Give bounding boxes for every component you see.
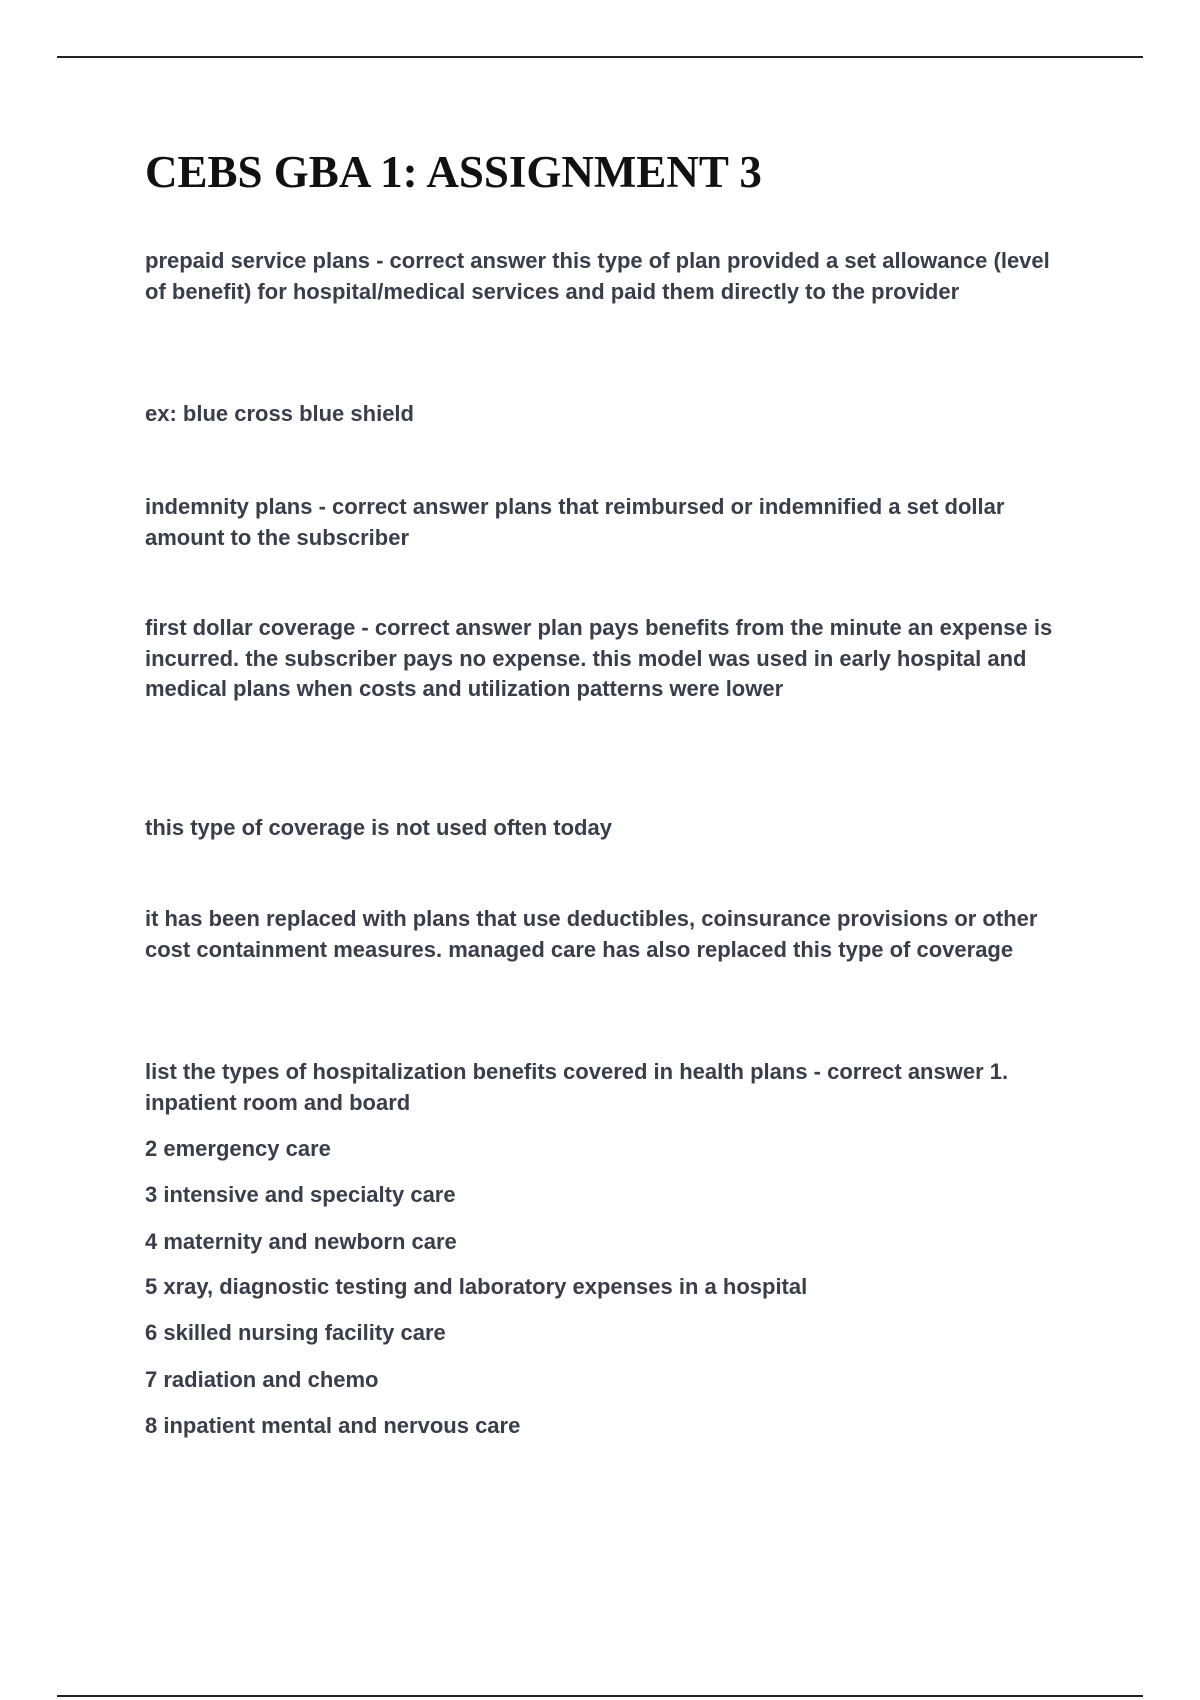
list-item: 5 xray, diagnostic testing and laboratory expenses in a hospital xyxy=(145,1274,808,1299)
paragraph-prepaid-service-plans: prepaid service plans - correct answer this type of plan provided a set allowance (level of benefit) for hospital/medical services and paid them directly to the provider xyxy=(145,248,1050,304)
paragraph-coverage-usage: this type of coverage is not used often today xyxy=(145,815,612,840)
list-item: 3 intensive and specialty care xyxy=(145,1182,456,1207)
paragraph-example: ex: blue cross blue shield xyxy=(145,401,414,426)
list-item: 6 skilled nursing facility care xyxy=(145,1320,446,1345)
list-item: 8 inpatient mental and nervous care xyxy=(145,1413,521,1438)
list-item: 7 radiation and chemo xyxy=(145,1367,379,1392)
top-rule xyxy=(57,56,1143,58)
document-title: CEBS GBA 1: ASSIGNMENT 3 xyxy=(145,147,762,197)
paragraph-hospitalization-benefits: list the types of hospitalization benefits covered in health plans - correct answer 1. inpatient room and board xyxy=(145,1059,1009,1115)
paragraph-first-dollar-coverage: first dollar coverage - correct answer plan pays benefits from the minute an expense is incurred. the subscriber pays no expense. this model was used in early hospital and medical plans when costs and utilization patterns were lower xyxy=(145,615,1053,701)
list-item: 2 emergency care xyxy=(145,1136,331,1161)
paragraph-indemnity-plans: indemnity plans - correct answer plans that reimbursed or indemnified a set dollar amount to the subscriber xyxy=(145,494,1005,550)
paragraph-replacement: it has been replaced with plans that use deductibles, coinsurance provisions or other cost containment measures. managed care has also replaced this type of coverage xyxy=(145,906,1038,962)
bottom-rule xyxy=(57,1695,1143,1697)
list-item: 4 maternity and newborn care xyxy=(145,1229,457,1254)
